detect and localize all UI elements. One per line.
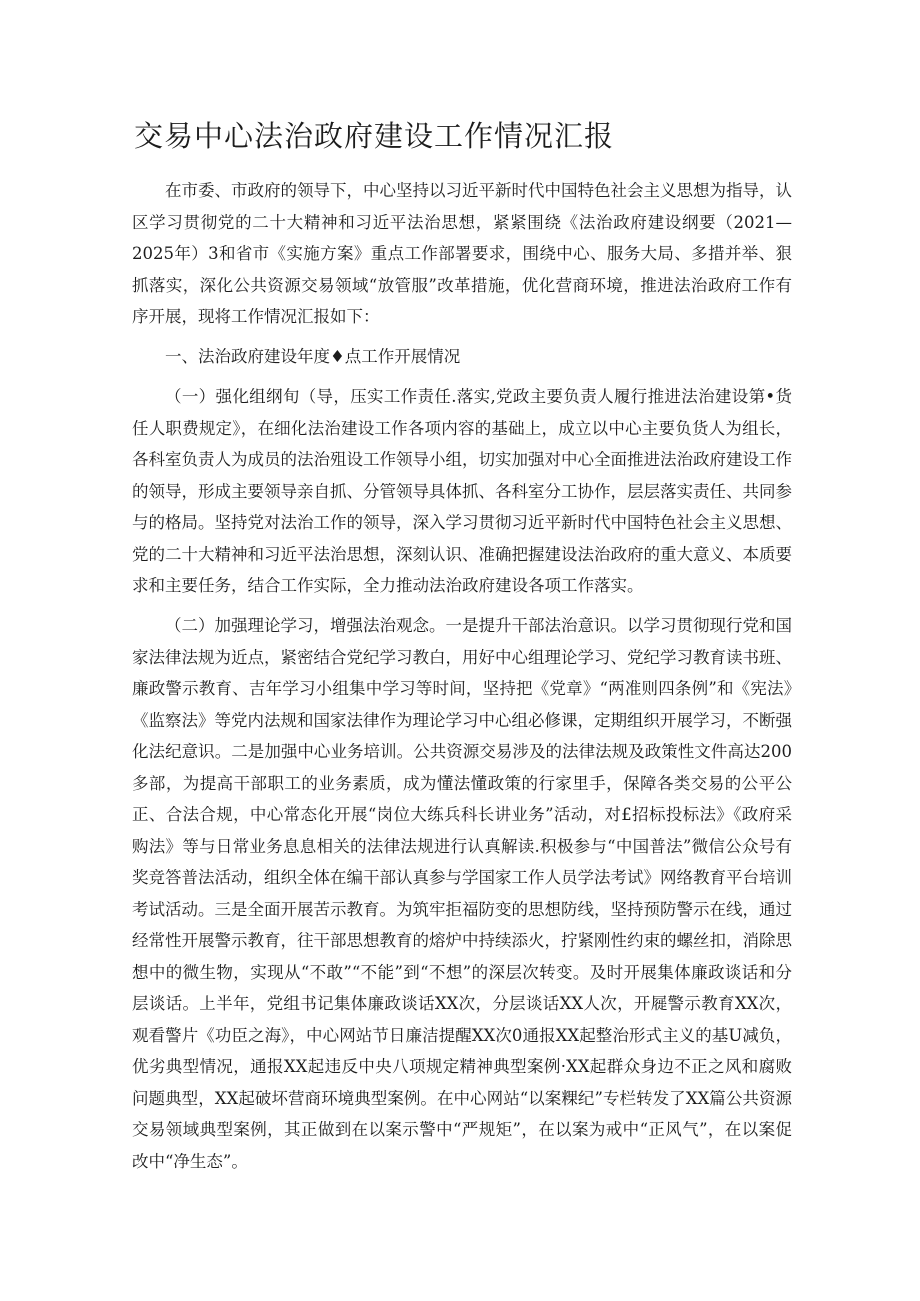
body-paragraph-item1: （一）强化组纲旬（导，压实工作责任.落实,党政主要负责人履行推进法治建设第•货任人职费规定》，在细化法治建设工作各项内容的基础上，成立以中心主要负货人为组长，各科室负责人为成员的法治殂设工作领导小组，切实加强对中心全面推进法治政府建设工作的领导，形成主要领导亲自抓、分管领导具体抓、各科室分工协作，层层落实责任、共同参与的格局。坚持党对法治工作的领导，深入学习贯彻习近平新时代中国特色社会主义思想、党的二十大精神和习近平法治思想，深刻认识、准确把握建设法治政府的重大意义、本质要求和主要任务，结合工作实际，全力推动法治政府建设各项工作落实。 [132,387,792,595]
body-paragraph-item2: （二）加强理论学习，增强法治观念。一是提升干部法治意识。以学习贯彻现行党和国家法律法规为近点，紧密结合党纪学习教白，用好中心组理论学习、党纪学习教育读书班、廉政警示教育、吉年学习小组集中学习等时间，坚持把《党章》“两准则四条例”和《宪法》《监察法》等党内法规和国家法律作为理论学习中心组必修课，定期组织开展学习，不断强化法纪意识。二是加强中心业务培训。公共资源交易涉及的法律法规及政策性文件高达200多部，为提高干部职工的业务素质，成为懂法懂政策的行家里手，保障各类交易的公平公正、合法合规，中心常态化开展“岗位大练兵科长讲业务”活动，对£招标投标法》《政府采购法》等与日常业务息息相关的法律法规进行认真解读.积极参与“中国普法”微信公众号有奖竞答普法活动，组织全体在编干部认真参与学国家工作人员学法考试》网络教育平台培训考试活动。三是全面开展苦示教育。为筑牢拒福防变的思想防线，坚持预防警示在线，通过经常性开展警示教育，往干部思想教育的熔炉中持续添火，拧紧刚性约束的螺丝扣，消除思想中的微生物，实现从“不敢”“不能”到“不想”的深层次转变。及时开展集体廉政谈话和分层谈话。上半年，党组书记集体廉政谈话XX次，分层谈话XX人次，开屣警示教育XX次，观看警片《功臣之海》，中心网站节日廉洁提醒XX次0通报XX起整治形式主义的基U减负，优劣典型情况，通报XX起违反中央八项规定精神典型案例·XX起群众身边不正之风和腐败问题典型，XX起破坏营商环境典型案例。在中心网站“以案粿纪”专栏转发了XX篇公共资源交易领域典型案例，其正做到在以案示警中“严规矩”，在以案为戒中“正风气”，在以案促改中“净生态”。 [132,616,792,1171]
intro-paragraph: 在市委、市政府的领导下，中心坚持以习近平新时代中国特色社会主义思想为指导，认区学习贯彻党的二十大精神和习近平法治思想，紧紧围绕《法治政府建设纲要（2021—2025年）3和省市《实施方案》重点工作部署要求，围绕中心、服务大局、多措并举、狠抓落实，深化公共资源交易领域“放管服”改革措施，优化营商环境，推进法治政府工作有序开展，现将工作情况汇报如下： [132,181,792,326]
document-title: 交易中心法治政府建设工作情况汇报 [134,119,615,153]
section-heading: 一、法治政府建设年度♦点工作开展情况 [165,347,461,366]
